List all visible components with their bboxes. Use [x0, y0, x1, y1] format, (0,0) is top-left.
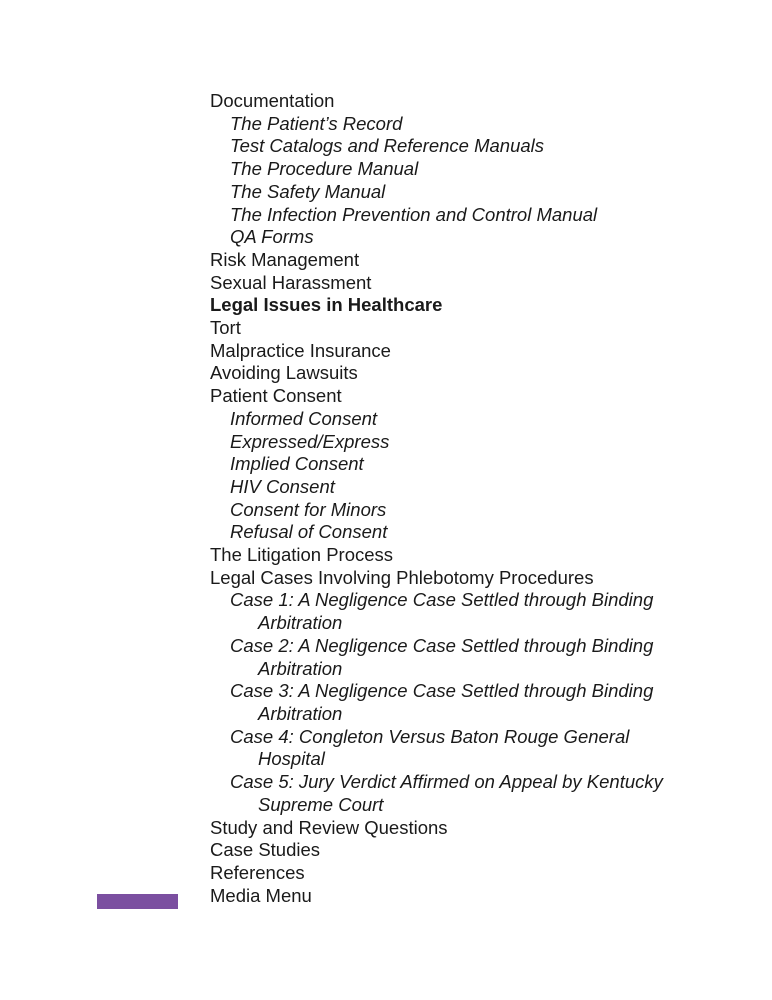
toc-subsection-item: HIV Consent [230, 475, 335, 497]
toc-section-item: The Litigation Process [210, 544, 394, 566]
toc-subsection-item: Implied Consent [230, 453, 364, 475]
toc-section-item: Media Menu [210, 884, 312, 906]
toc-subsection-item: QA Forms [230, 226, 314, 248]
toc-section-item: Case Studies [210, 839, 321, 861]
toc-section-item: Malpractice Insurance [210, 339, 391, 361]
toc-section-item: Patient Consent [210, 385, 342, 407]
toc-subsection-item: The Patient’s Record [230, 112, 403, 134]
toc-subsection-item: Consent for Minors [230, 498, 387, 520]
toc-section-item: Documentation [210, 90, 335, 111]
toc-section-item: Study and Review Questions [210, 816, 448, 838]
toc-subsection-item: The Infection Prevention and Control Manual [230, 203, 598, 225]
toc-section-item: References [210, 861, 305, 883]
toc-section-item: Legal Cases Involving Phlebotomy Procedures [210, 566, 594, 588]
toc-section-item: Avoiding Lawsuits [210, 362, 358, 384]
toc-section-item: Legal Issues in Healthcare [210, 294, 443, 316]
toc-subsection-item: Case 1: A Negligence Case Settled through Binding Arbitration [230, 589, 654, 634]
toc-subsection-item: Informed Consent [230, 407, 378, 429]
toc-section-item: Risk Management [210, 248, 360, 270]
toc-subsection-item: Case 3: A Negligence Case Settled through Binding Arbitration [230, 680, 654, 724]
toc-subsection-item: Expressed/Express [230, 430, 390, 452]
toc-subsection-item: Case 5: Jury Verdict Affirmed on Appeal by Kentucky Supreme Court [230, 771, 663, 815]
toc-subsection-item: Case 4: Congleton Versus Baton Rouge General Hospital [230, 725, 630, 770]
toc-section-item: Tort [210, 317, 241, 339]
toc-subsection-item: The Procedure Manual [230, 158, 419, 180]
toc-subsection-item: Case 2: A Negligence Case Settled through Binding Arbitration [230, 634, 654, 679]
toc-subsection-item: The Safety Manual [230, 180, 386, 202]
toc-section-item: Sexual Harassment [210, 271, 372, 293]
table-of-contents [210, 90, 750, 907]
accent-bar [97, 894, 178, 909]
toc-subsection-item: Refusal of Consent [230, 521, 388, 543]
toc-subsection-item: Test Catalogs and Reference Manuals [230, 135, 545, 157]
